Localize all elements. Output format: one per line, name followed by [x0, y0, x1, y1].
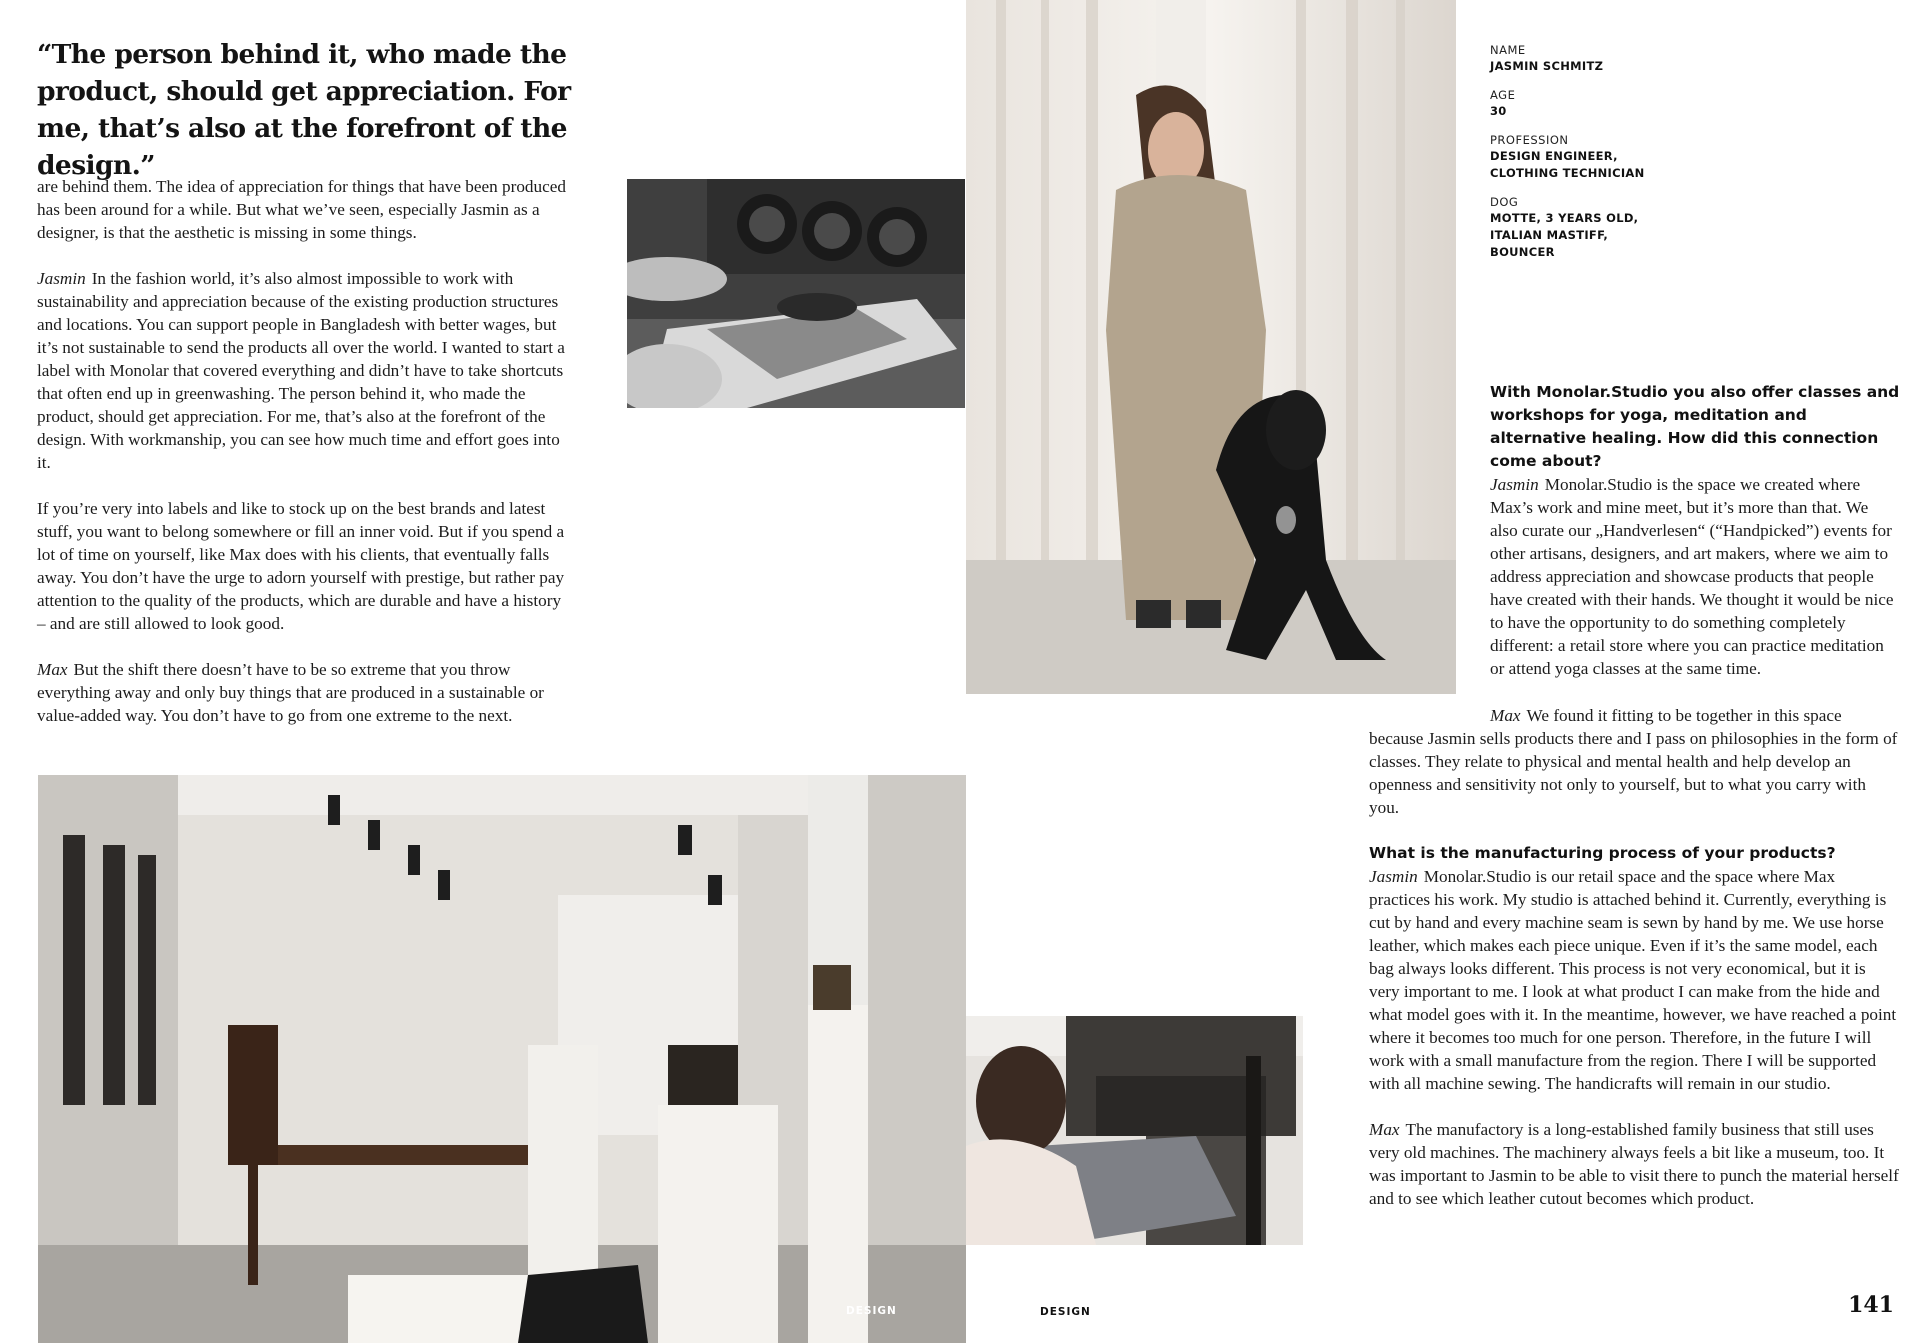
- photo-jasmin-at-press: [966, 1016, 1303, 1245]
- fact-value: ITALIAN MASTIFF,: [1490, 228, 1609, 242]
- speaker-name: Max: [1490, 706, 1521, 725]
- profile-facts: [1490, 42, 1790, 273]
- paragraph-text: But the shift there doesn’t have to be so extreme that you throw everything away and only buy things that are produced in a sustainable or value-added way. You don’t have to go from one extreme to the next.: [37, 660, 544, 725]
- pull-quote: “The person behind it, who made the product, should get appreciation. For me, that’s also at the forefront of the design.”: [37, 39, 571, 181]
- paragraph: [37, 658, 567, 727]
- section-label-left: DESIGN: [846, 1305, 897, 1317]
- right-article-column-top: [1490, 381, 1900, 680]
- paragraph: If you’re very into labels and like to stock up on the best brands and latest stuff, you want to belong somewhere or fill an inner void. But if you spend a lot of time on yourself, like Max does with his clients, that eventually falls away. You don’t have the urge to adorn yourself with prestige, but rather pay attention to the quality of the products, which are durable and have a history – and are still allowed to look good.: [37, 499, 565, 633]
- interview-question: What is the manufacturing process of your products?: [1369, 844, 1836, 862]
- paragraph-text: Monolar.Studio is the space we created where Max’s work and mine meet, but it’s more than that. We also curate our „Handverlesen“ (“Handpicked”) events for other artisans, designers, and art makers, where we aim to address appreciation and showcase products that people have created with their hands. We thought it would be nice to have the opportunity to do something completely different: a retail store where you can practice meditation or attend yoga classes at the same time.: [1490, 475, 1894, 678]
- fact-profession: [1490, 132, 1790, 182]
- photo-portrait-jasmin-dog: [966, 0, 1456, 694]
- paragraph: [1490, 473, 1900, 680]
- fact-name: [1490, 42, 1790, 75]
- paragraph-text: We found it fitting to be together in this space because Jasmin sells products there and I pass on philosophies in the form of classes. They relate to physical and mental health and help develop an openness and sensitivity not only to yourself, but to what you carry with you.: [1369, 706, 1898, 817]
- fact-value: JASMIN SCHMITZ: [1490, 59, 1604, 73]
- interview-question: With Monolar.Studio you also offer classes and workshops for yoga, meditation and alternative healing. How did this connection come about?: [1490, 383, 1900, 470]
- fact-value: 30: [1490, 104, 1507, 118]
- paragraph: are behind them. The idea of appreciation for things that have been produced has been around for a while. But what we’ve seen, especially Jasmin as a designer, is that the aesthetic is missing in some things.: [37, 177, 566, 242]
- photo-studio-interior: [38, 775, 966, 1343]
- fact-value: DESIGN ENGINEER,: [1490, 149, 1618, 163]
- speaker-name: Max: [37, 660, 68, 679]
- photo-leather-press: [627, 179, 965, 408]
- paragraph-text: Monolar.Studio is our retail space and the space where Max practices his work. My studio is attached behind it. Currently, everything is cut by hand and every machine seam is sewn by hand by me. We use horse leather, which makes each piece unique. Even if it’s the same model, each bag always looks different. This process is not very economical, but it is very important to me. I look at what product I can make from the hide and what model goes with it. In the meantime, however, we have reached a point where it becomes too much for one person. Therefore, in the future I will work with a small manufacture from the region. There I will be supported with all machine sewing. The handicrafts will remain in our studio.: [1369, 867, 1897, 1093]
- fact-value: BOUNCER: [1490, 245, 1555, 259]
- speaker-name: Jasmin: [1369, 867, 1418, 886]
- speaker-name: Jasmin: [37, 269, 86, 288]
- paragraph-text: The manufactory is a long-established family business that still uses very old machines. The machinery always feels a bit like a museum, too. It was important to Jasmin to be able to visit there to punch the material herself and to see which leather cutout becomes which product.: [1369, 1120, 1899, 1208]
- fact-value: MOTTE, 3 YEARS OLD,: [1490, 211, 1639, 225]
- left-article-column: [37, 175, 567, 750]
- paragraph: [1369, 1118, 1900, 1210]
- fact-label: DOG: [1490, 195, 1519, 209]
- page-number: 141: [1848, 1292, 1894, 1318]
- fact-label: AGE: [1490, 88, 1516, 102]
- fact-label: PROFESSION: [1490, 133, 1569, 147]
- section-label-right: DESIGN: [1040, 1306, 1091, 1318]
- fact-label: NAME: [1490, 43, 1526, 57]
- paragraph: [1369, 704, 1900, 819]
- right-article-column-bottom: [1369, 704, 1900, 1233]
- paragraph: [1369, 865, 1900, 1095]
- speaker-name: Max: [1369, 1120, 1400, 1139]
- fact-age: [1490, 87, 1790, 120]
- paragraph-text: In the fashion world, it’s also almost impossible to work with sustainability and appreciation because of the existing production structures and locations. You can support people in Bangladesh with better wages, but it’s not sustainable to send the products all over the world. I wanted to start a label with Monolar that covered everything and didn’t have to take shortcuts that often end up in greenwashing. The person behind it, who made the product, should get appreciation. For me, that’s also at the forefront of the design. With workmanship, you can see how much time and effort goes into it.: [37, 269, 565, 472]
- speaker-name: Jasmin: [1490, 475, 1539, 494]
- fact-dog: [1490, 194, 1790, 261]
- paragraph: [37, 267, 567, 474]
- fact-value: CLOTHING TECHNICIAN: [1490, 166, 1645, 180]
